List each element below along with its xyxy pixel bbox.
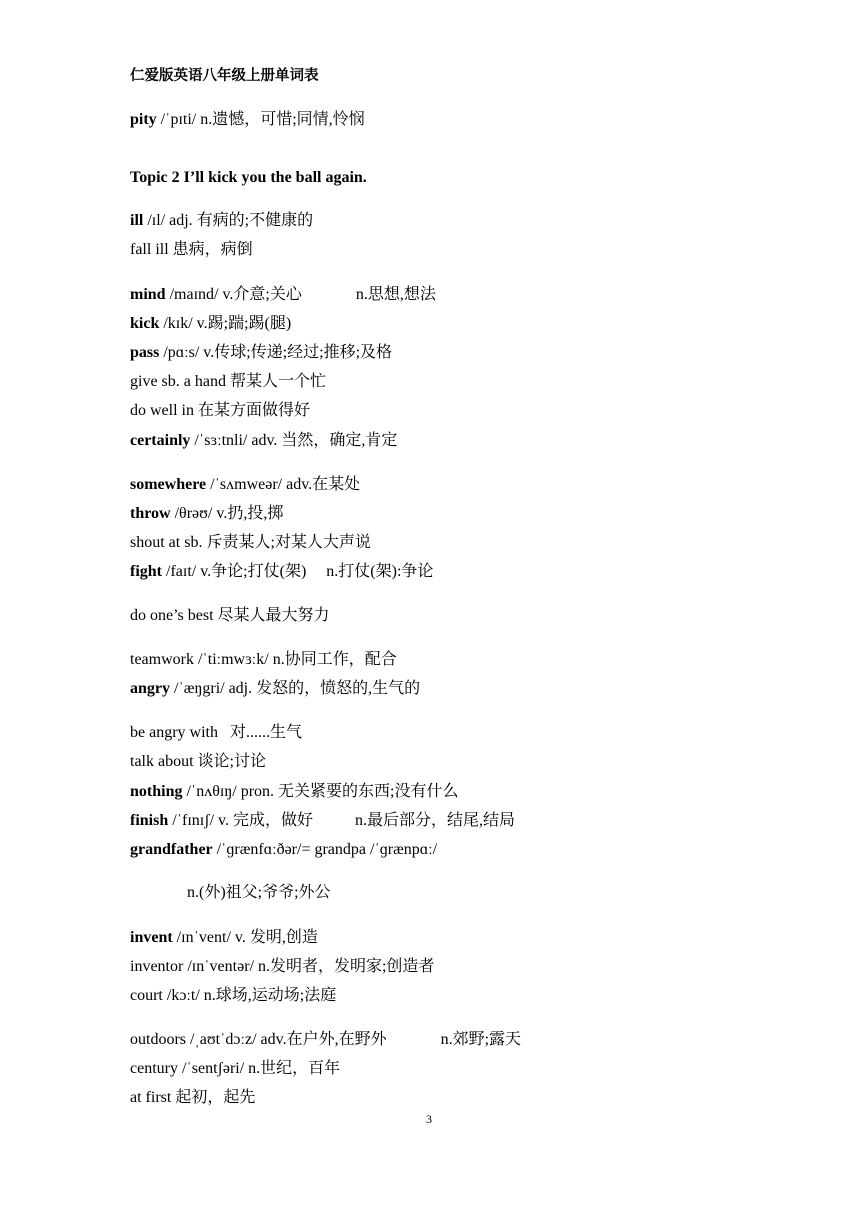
entry-pity	[130, 110, 365, 130]
entry-word: finish	[130, 812, 169, 829]
entry-extra: n.郊野;露天	[440, 1031, 522, 1048]
entry-pass	[130, 343, 392, 363]
page-number: 3	[426, 1112, 432, 1126]
entry-talk-about: talk about 谈论;讨论	[130, 753, 266, 770]
entry-word: mind	[130, 286, 166, 303]
entry-certainly	[130, 431, 397, 451]
entry-word: fight	[130, 563, 162, 580]
entry-phrase: be angry with	[130, 724, 218, 741]
entry-kick	[130, 314, 291, 334]
entry-outdoors	[130, 1030, 521, 1050]
entry-throw	[130, 504, 283, 524]
document-header: 仁爱版英语八年级上册单词表	[130, 68, 319, 84]
entry-extra: 对......生气	[229, 724, 302, 741]
entry-word: somewhere	[130, 476, 207, 493]
entry-extra: n.打仗(架):争论	[326, 563, 434, 580]
entry-do-ones-best: do one’s best 尽某人最大努力	[130, 607, 330, 624]
entry-definition: /ˈsʌmweər/ adv.在某处	[206, 476, 361, 493]
entry-century: century /ˈsentʃəri/ n.世纪，百年	[130, 1060, 341, 1077]
entry-definition: /ˈæŋgri/ adj. 发怒的，愤怒的,生气的	[170, 680, 421, 697]
entry-give-a-hand: give sb. a hand 帮某人一个忙	[130, 373, 326, 390]
entry-definition: /faɪt/ v.争论;打仗(架)	[162, 563, 307, 580]
entry-definition: /pɑːs/ v.传球;传递;经过;推移;及格	[159, 344, 393, 361]
entry-fall-ill: fall ill 患病，病倒	[130, 241, 253, 258]
entry-word: nothing	[130, 783, 183, 800]
entry-word: kick	[130, 315, 160, 332]
topic-heading: Topic 2 I’ll kick you the ball again.	[130, 169, 367, 186]
entry-nothing	[130, 782, 459, 802]
entry-word: ill	[130, 212, 144, 229]
entry-angry	[130, 679, 420, 699]
entry-word: angry	[130, 680, 170, 697]
entry-definition: /θrəʊ/ v.扔,投,掷	[170, 505, 284, 522]
entry-do-well-in: do well in 在某方面做得好	[130, 402, 310, 419]
entry-definition: /ˈpɪti/ n.遗憾，可惜;同情,怜悯	[156, 111, 365, 128]
entry-grandfather-meaning: n.(外)祖父;爷爷;外公	[187, 884, 331, 901]
entry-definition: /ɪnˈvent/ v. 发明,创造	[172, 929, 318, 946]
entry-extra: n.最后部分，结尾,结局	[354, 812, 515, 829]
entry-be-angry-with	[130, 723, 302, 743]
entry-mind	[130, 285, 436, 305]
entry-definition: /maɪnd/ v.介意;关心	[165, 286, 302, 303]
entry-definition: /ˈɡrænfɑːðər/= grandpa /ˈɡrænpɑː/	[212, 841, 438, 858]
entry-extra: n.思想,想法	[355, 286, 436, 303]
entry-word: grandfather	[130, 841, 213, 858]
entry-shout-at: shout at sb. 斥责某人;对某人大声说	[130, 534, 371, 551]
entry-invent	[130, 928, 318, 948]
entry-definition: /ˈfɪnɪʃ/ v. 完成，做好	[168, 812, 313, 829]
entry-word: pass	[130, 344, 160, 361]
entry-word: invent	[130, 929, 173, 946]
entry-grandfather	[130, 840, 437, 860]
entry-definition: /ˈsɜːtnli/ adv. 当然，确定,肯定	[190, 432, 398, 449]
entry-teamwork: teamwork /ˈtiːmwɜːk/ n.协同工作，配合	[130, 651, 397, 668]
entry-court: court /kɔːt/ n.球场,运动场;法庭	[130, 987, 337, 1004]
entry-fight	[130, 562, 433, 582]
entry-finish	[130, 811, 515, 831]
entry-ill	[130, 211, 313, 231]
entry-word: pity	[130, 111, 157, 128]
entry-word: throw	[130, 505, 171, 522]
entry-somewhere	[130, 475, 360, 495]
entry-phrase: outdoors /ˌaʊtˈdɔːz/ adv.在户外,在野外	[130, 1031, 387, 1048]
entry-definition: /ˈnʌθɪŋ/ pron. 无关紧要的东西;没有什么	[182, 783, 459, 800]
entry-definition: /kɪk/ v.踢;踹;踢(腿)	[159, 315, 292, 332]
entry-word: certainly	[130, 432, 191, 449]
entry-at-first: at first 起初，起先	[130, 1089, 256, 1106]
entry-inventor: inventor /ɪnˈventər/ n.发明者，发明家;创造者	[130, 958, 435, 975]
entry-definition: /ɪl/ adj. 有病的;不健康的	[143, 212, 314, 229]
